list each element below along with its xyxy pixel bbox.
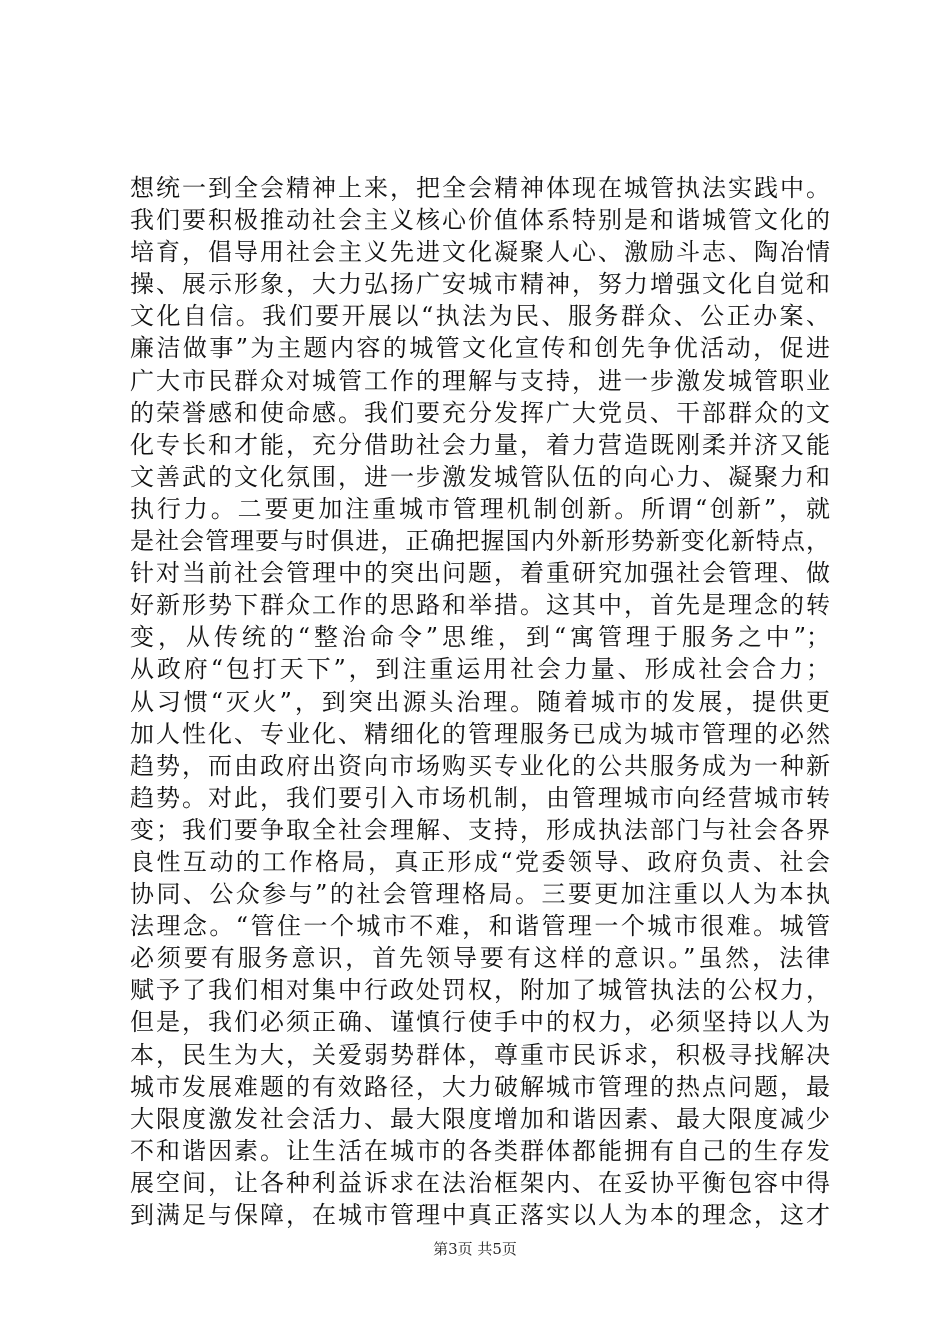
text-line: 变，从传统的“整治命令”思维，到“寓管理于服务之中”； bbox=[130, 623, 830, 652]
text-line: 趋势。对此，我们要引入市场机制，由管理城市向经营城市转 bbox=[130, 783, 830, 812]
text-line: 廉洁做事”为主题内容的城管文化宣传和创先争优活动，促进 bbox=[130, 334, 830, 363]
text-line: 展空间，让各种利益诉求在法治框架内、在妥协平衡包容中得 bbox=[130, 1168, 830, 1197]
text-line: 执行力。二要更加注重城市管理机制创新。所谓“创新”，就 bbox=[130, 494, 830, 523]
text-line: 的荣誉感和使命感。我们要充分发挥广大党员、干部群众的文 bbox=[130, 398, 830, 427]
body-text bbox=[130, 172, 830, 1231]
text-line: 赋予了我们相对集中行政处罚权，附加了城管执法的公权力， bbox=[130, 976, 830, 1005]
text-line: 必须要有服务意识，首先领导要有这样的意识。”虽然，法律 bbox=[130, 944, 830, 973]
text-line: 趋势，而由政府出资向市场购买专业化的公共服务成为一种新 bbox=[130, 751, 830, 780]
text-line: 不和谐因素。让生活在城市的各类群体都能拥有自己的生存发 bbox=[130, 1136, 830, 1165]
text-line: 广大市民群众对城管工作的理解与支持，进一步激发城管职业 bbox=[130, 366, 830, 395]
text-line: 从习惯“灭火”，到突出源头治理。随着城市的发展，提供更 bbox=[130, 687, 830, 716]
text-line: 良性互动的工作格局，真正形成“党委领导、政府负责、社会 bbox=[130, 847, 830, 876]
text-line: 我们要积极推动社会主义核心价值体系特别是和谐城管文化的 bbox=[130, 206, 830, 235]
text-line: 大限度激发社会活力、最大限度增加和谐因素、最大限度减少 bbox=[130, 1104, 830, 1133]
text-line: 法理念。“管住一个城市不难，和谐管理一个城市很难。城管 bbox=[130, 912, 830, 941]
text-line: 文化自信。我们要开展以“执法为民、服务群众、公正办案、 bbox=[130, 302, 830, 331]
text-line: 但是，我们必须正确、谨慎行使手中的权力，必须坚持以人为 bbox=[130, 1008, 830, 1037]
text-line: 好新形势下群众工作的思路和举措。这其中，首先是理念的转 bbox=[130, 591, 830, 620]
text-line: 协同、公众参与”的社会管理格局。三要更加注重以人为本执 bbox=[130, 880, 830, 909]
text-line: 文善武的文化氛围，进一步激发城管队伍的向心力、凝聚力和 bbox=[130, 462, 830, 491]
text-line: 城市发展难题的有效路径，大力破解城市管理的热点问题，最 bbox=[130, 1072, 830, 1101]
text-line: 针对当前社会管理中的突出问题，着重研究加强社会管理、做 bbox=[130, 559, 830, 588]
text-line: 培育，倡导用社会主义先进文化凝聚人心、激励斗志、陶冶情 bbox=[130, 238, 830, 267]
page-number-label: 第3页 共5页 bbox=[433, 1240, 517, 1258]
text-line: 加人性化、专业化、精细化的管理服务已成为城市管理的必然 bbox=[130, 719, 830, 748]
text-line: 是社会管理要与时俱进，正确把握国内外新形势新变化新特点， bbox=[130, 527, 830, 556]
page-footer bbox=[0, 1239, 950, 1259]
text-line: 从政府“包打天下”，到注重运用社会力量、形成社会合力； bbox=[130, 655, 830, 684]
text-line: 到满足与保障，在城市管理中真正落实以人为本的理念，这才 bbox=[130, 1201, 830, 1229]
text-line: 操、展示形象，大力弘扬广安城市精神，努力增强文化自觉和 bbox=[130, 270, 830, 299]
text-line: 本，民生为大，关爱弱势群体，尊重市民诉求，积极寻找解决 bbox=[130, 1040, 830, 1069]
text-line: 变；我们要争取全社会理解、支持，形成执法部门与社会各界 bbox=[130, 815, 830, 844]
text-line: 化专长和才能，充分借助社会力量，着力营造既刚柔并济又能 bbox=[130, 430, 830, 459]
text-line: 想统一到全会精神上来，把全会精神体现在城管执法实践中。 bbox=[130, 174, 830, 202]
